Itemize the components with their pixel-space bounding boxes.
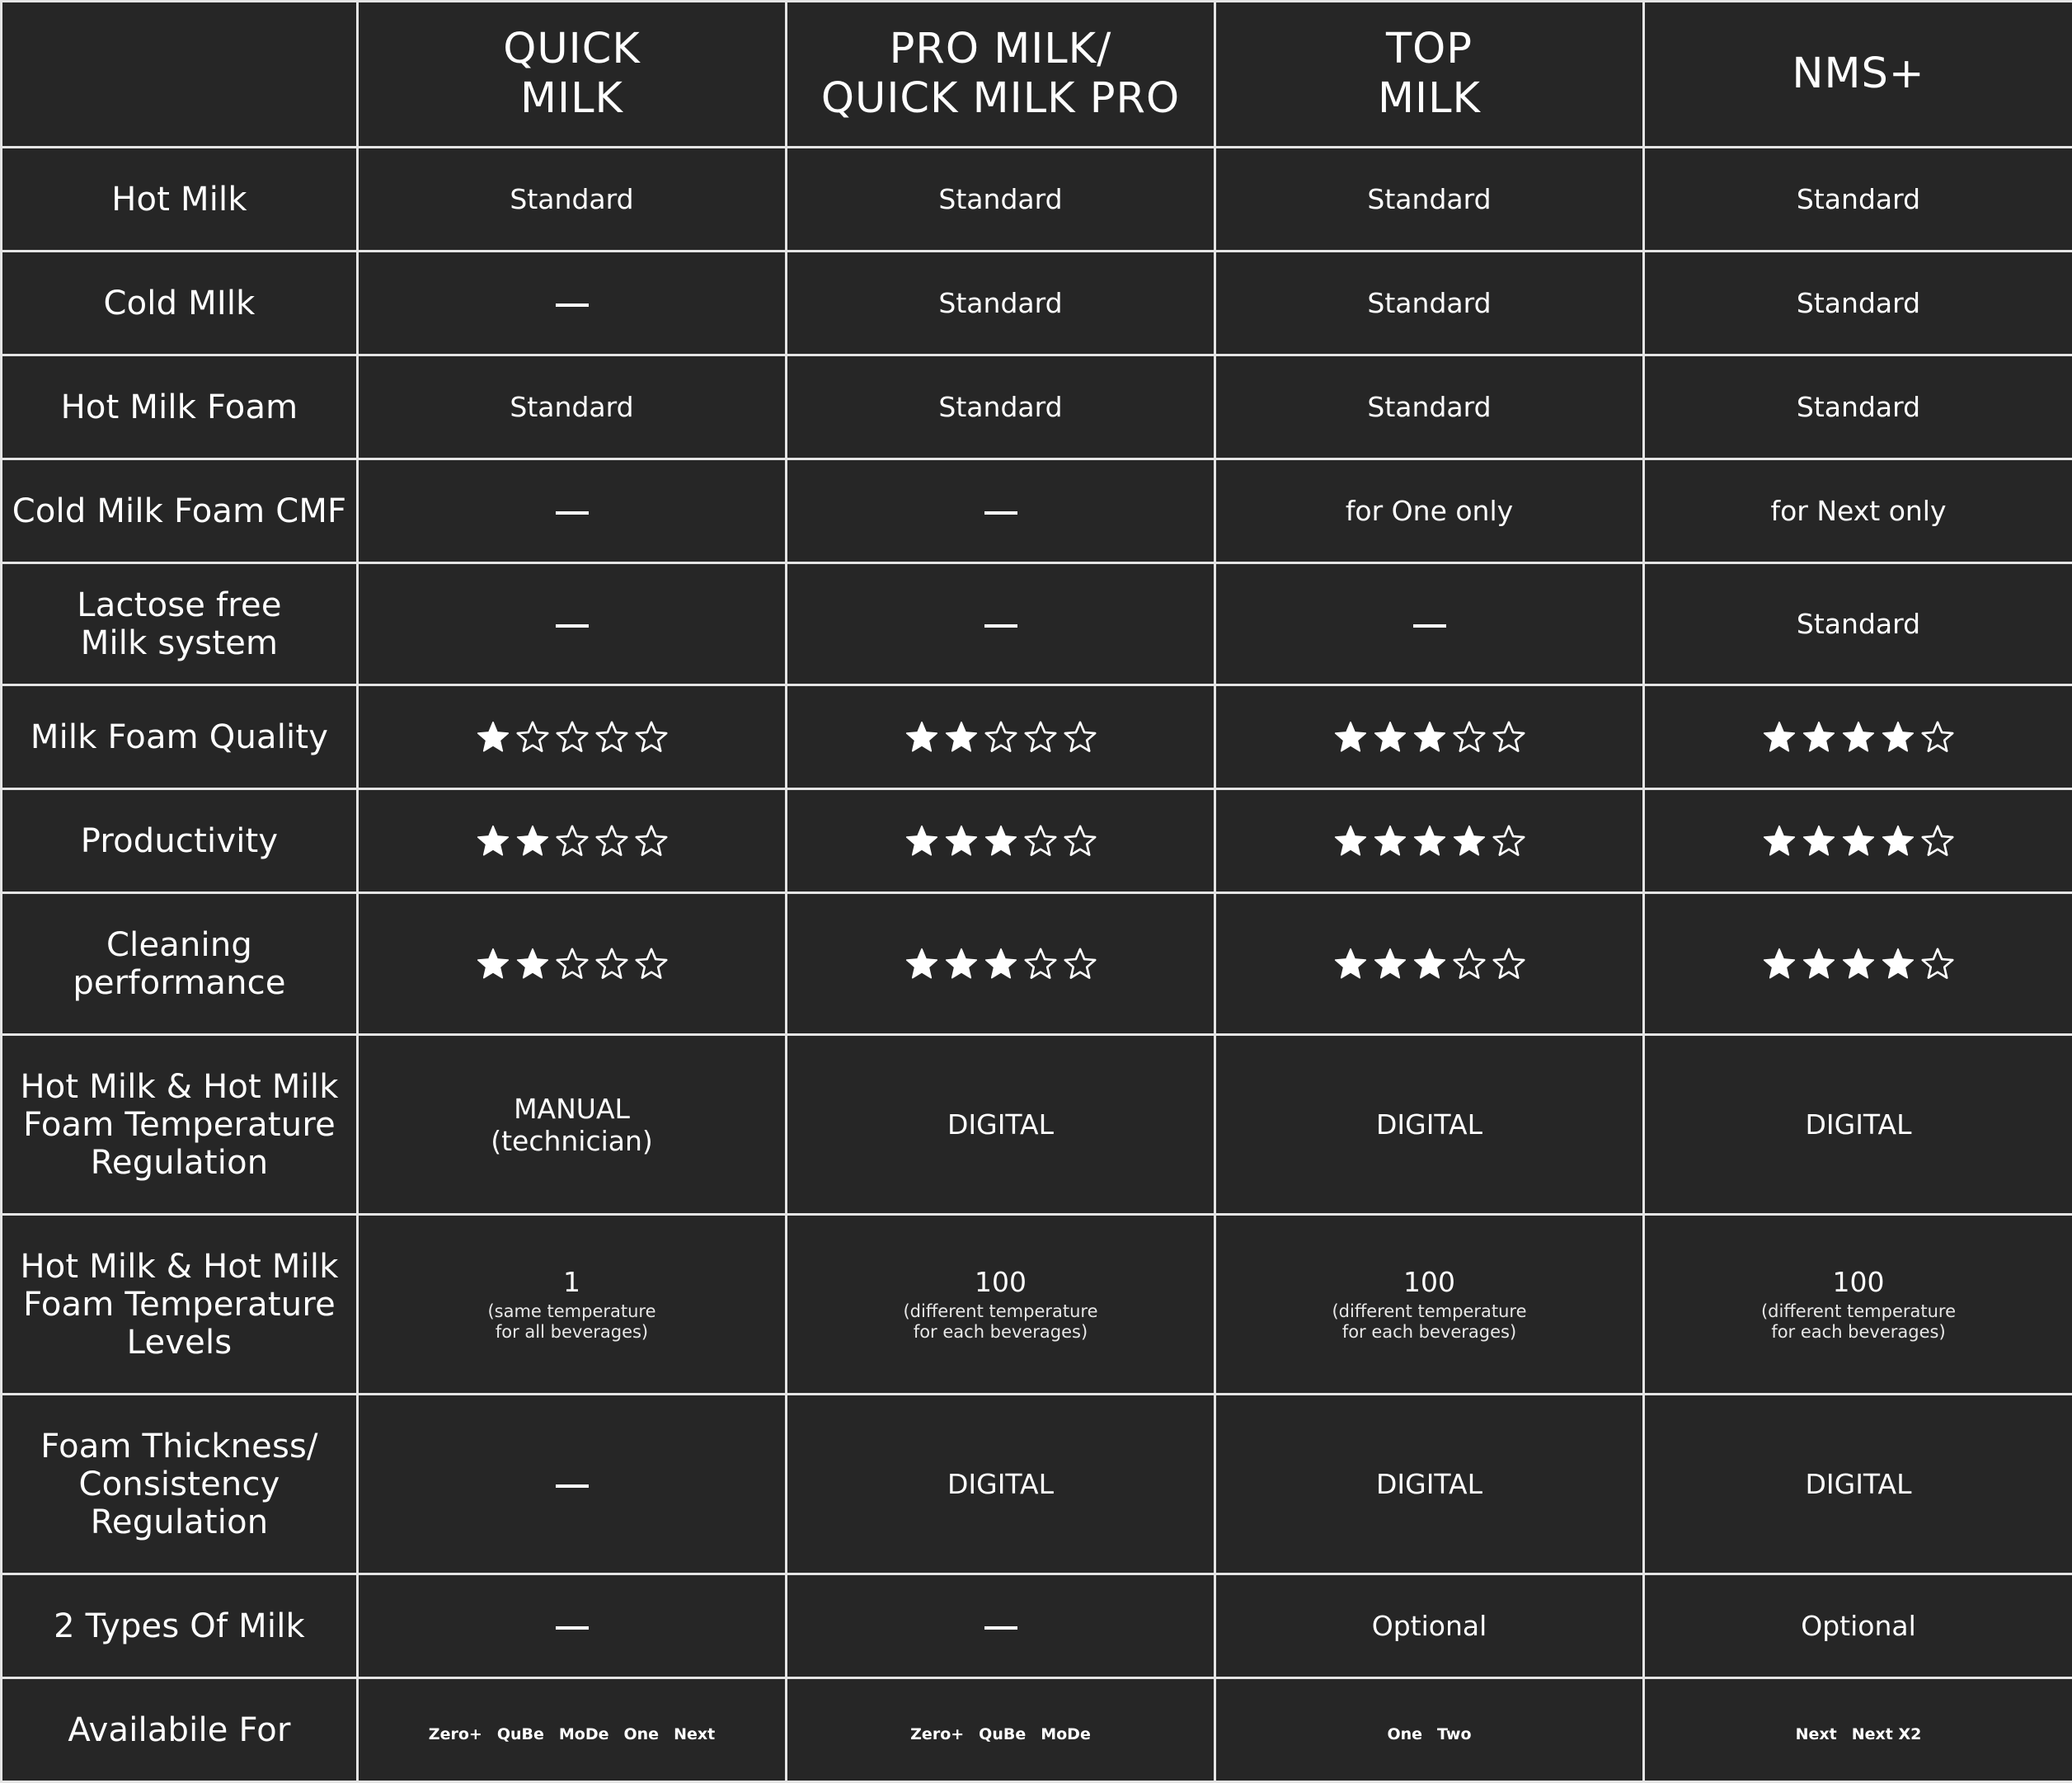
value-cell — [787, 148, 1215, 252]
row-label-line: Foam Temperature — [2, 1106, 356, 1144]
value-cell — [1215, 1678, 1644, 1782]
table-row — [2, 355, 2072, 459]
star-filled-icon — [1762, 824, 1797, 859]
row-label-line: Hot Milk & Hot Milk — [2, 1068, 356, 1106]
value-cell — [787, 1574, 1215, 1678]
star-filled-icon — [1802, 947, 1836, 981]
cell-text-line: DIGITAL — [1216, 1108, 1642, 1141]
value-cell — [358, 1215, 787, 1395]
table-row — [2, 1678, 2072, 1782]
star-filled-icon — [944, 824, 979, 859]
value-cell — [358, 563, 787, 685]
cell-text: Optional — [1801, 1610, 1916, 1642]
star-filled-icon — [904, 947, 939, 981]
star-outline-icon — [984, 720, 1018, 755]
value-cell — [358, 1395, 787, 1574]
star-outline-icon — [1063, 720, 1097, 755]
cell-text-line: (technician) — [359, 1125, 785, 1157]
star-filled-icon — [1452, 824, 1487, 859]
cell-text: Standard — [1797, 287, 1920, 319]
dash-icon — [556, 1626, 589, 1630]
table-row — [2, 789, 2072, 893]
cell-text: for Next only — [1770, 495, 1946, 527]
cell-text: Standard — [1797, 608, 1920, 640]
row-label-line: Availabile For — [2, 1711, 356, 1749]
star-filled-icon — [944, 720, 979, 755]
cell-text-line: DIGITAL — [1645, 1108, 2072, 1141]
model-name: MoDe — [1041, 1725, 1091, 1743]
value-cell — [1215, 355, 1644, 459]
dash-icon — [984, 1626, 1017, 1630]
value-cell — [1644, 1395, 2072, 1574]
column-header-2 — [787, 2, 1215, 148]
table-row — [2, 252, 2072, 355]
star-outline-icon — [1063, 947, 1097, 981]
model-name: Zero+ — [910, 1725, 964, 1743]
row-label-line: Regulation — [2, 1144, 356, 1182]
cell-text: Standard — [510, 183, 633, 215]
value-cell — [787, 1035, 1215, 1215]
star-filled-icon — [1762, 947, 1797, 981]
row-label-line: 2 Types Of Milk — [2, 1607, 356, 1645]
star-outline-icon — [1492, 947, 1526, 981]
column-header-4 — [1644, 2, 2072, 148]
value-cell — [1644, 1678, 2072, 1782]
cell-text: Standard — [1367, 287, 1491, 319]
row-label — [2, 1574, 358, 1678]
row-label-line: Productivity — [2, 822, 356, 860]
star-filled-icon — [476, 947, 510, 981]
row-label-line: Cold MIlk — [2, 285, 356, 322]
value-cell — [358, 685, 787, 789]
star-outline-icon — [555, 947, 590, 981]
model-name: Next X2 — [1852, 1725, 1922, 1743]
temperature-level-note: for all beverages) — [359, 1322, 785, 1343]
row-label — [2, 148, 358, 252]
value-cell — [1215, 789, 1644, 893]
star-filled-icon — [1762, 720, 1797, 755]
star-outline-icon — [634, 824, 669, 859]
star-filled-icon — [476, 720, 510, 755]
star-rating — [473, 946, 671, 981]
row-label — [2, 563, 358, 685]
model-name: One — [1387, 1725, 1422, 1743]
star-outline-icon — [555, 720, 590, 755]
cell-text-line: DIGITAL — [787, 1108, 1214, 1141]
star-outline-icon — [555, 824, 590, 859]
dash-icon — [556, 624, 589, 628]
value-cell — [1215, 1215, 1644, 1395]
table-row — [2, 893, 2072, 1035]
column-header-line: PRO MILK/ — [787, 25, 1214, 74]
value-cell — [787, 1395, 1215, 1574]
table-row — [2, 148, 2072, 252]
temperature-level-note: (different temperature — [1645, 1301, 2072, 1322]
row-label — [2, 893, 358, 1035]
row-label-line: Foam Thickness/ — [2, 1428, 356, 1465]
table-row — [2, 1395, 2072, 1574]
temperature-level-note: (different temperature — [787, 1301, 1214, 1322]
cell-text-line: MANUAL — [359, 1093, 785, 1125]
star-filled-icon — [476, 824, 510, 859]
value-cell — [787, 685, 1215, 789]
star-rating — [902, 719, 1100, 755]
value-cell — [358, 459, 787, 563]
star-filled-icon — [1373, 947, 1407, 981]
star-filled-icon — [1373, 720, 1407, 755]
model-name: QuBe — [497, 1725, 544, 1743]
column-header-line: TOP — [1216, 25, 1642, 74]
star-outline-icon — [1023, 947, 1058, 981]
column-header-line: MILK — [359, 74, 785, 124]
row-label-line: Levels — [2, 1324, 356, 1362]
dash-icon — [556, 303, 589, 307]
star-outline-icon — [1452, 720, 1487, 755]
value-cell — [1644, 355, 2072, 459]
temperature-level-value: 100 — [1645, 1266, 2072, 1298]
value-cell — [358, 1678, 787, 1782]
column-header-1 — [358, 2, 787, 148]
table-row — [2, 1035, 2072, 1215]
value-cell — [358, 148, 787, 252]
cell-text: DIGITAL — [1805, 1468, 1911, 1500]
star-filled-icon — [1412, 824, 1447, 859]
column-header-3 — [1215, 2, 1644, 148]
model-name: Zero+ — [429, 1725, 482, 1743]
value-cell — [1644, 563, 2072, 685]
star-rating — [1331, 823, 1529, 859]
star-filled-icon — [984, 947, 1018, 981]
value-cell — [1215, 459, 1644, 563]
row-label-line: Milk Foam Quality — [2, 718, 356, 756]
row-label-line: Cold Milk Foam CMF — [2, 492, 356, 530]
star-filled-icon — [944, 947, 979, 981]
value-cell — [1644, 1215, 2072, 1395]
value-cell — [787, 252, 1215, 355]
star-filled-icon — [904, 720, 939, 755]
value-cell — [1644, 148, 2072, 252]
star-rating — [1760, 823, 1957, 859]
row-label — [2, 789, 358, 893]
value-cell — [1215, 563, 1644, 685]
star-outline-icon — [634, 947, 669, 981]
table-row — [2, 563, 2072, 685]
value-cell — [1215, 1395, 1644, 1574]
column-header-line: QUICK — [359, 25, 785, 74]
value-cell — [358, 789, 787, 893]
star-rating — [902, 823, 1100, 859]
star-outline-icon — [1920, 824, 1955, 859]
star-filled-icon — [984, 824, 1018, 859]
temperature-level-value: 100 — [1216, 1266, 1642, 1298]
column-header-line: QUICK MILK PRO — [787, 74, 1214, 124]
value-cell — [787, 563, 1215, 685]
row-label-line: Hot Milk & Hot Milk — [2, 1248, 356, 1286]
value-cell — [787, 1678, 1215, 1782]
row-label-line: Foam Temperature — [2, 1286, 356, 1324]
star-filled-icon — [1412, 947, 1447, 981]
row-label — [2, 1395, 358, 1574]
row-label-line: Cleaning — [2, 926, 356, 964]
column-header-line: MILK — [1216, 74, 1642, 124]
cell-text: for One only — [1346, 495, 1513, 527]
value-cell — [1644, 1574, 2072, 1678]
value-cell — [1215, 1035, 1644, 1215]
star-outline-icon — [1920, 720, 1955, 755]
star-filled-icon — [1333, 824, 1368, 859]
row-label-line: Hot Milk — [2, 181, 356, 219]
temperature-level-note: (same temperature — [359, 1301, 785, 1322]
row-label — [2, 355, 358, 459]
table-row — [2, 685, 2072, 789]
row-label-line: Hot Milk Foam — [2, 388, 356, 426]
star-filled-icon — [1333, 947, 1368, 981]
cell-text: DIGITAL — [1376, 1468, 1482, 1500]
star-rating — [473, 719, 671, 755]
temperature-level-note: for each beverages) — [787, 1322, 1214, 1343]
value-cell — [787, 789, 1215, 893]
table-row — [2, 1574, 2072, 1678]
row-label-line: Consistency — [2, 1465, 356, 1503]
value-cell — [787, 1215, 1215, 1395]
cell-text: Standard — [1797, 183, 1920, 215]
star-filled-icon — [1881, 824, 1915, 859]
row-label — [2, 1215, 358, 1395]
row-label-line: Milk system — [2, 624, 356, 662]
value-cell — [358, 1035, 787, 1215]
star-filled-icon — [1802, 720, 1836, 755]
row-label — [2, 459, 358, 563]
temperature-level-value: 100 — [787, 1266, 1214, 1298]
star-outline-icon — [594, 720, 629, 755]
value-cell — [358, 1574, 787, 1678]
star-outline-icon — [634, 720, 669, 755]
star-filled-icon — [515, 824, 550, 859]
cell-text: Standard — [938, 287, 1062, 319]
star-outline-icon — [1023, 824, 1058, 859]
cell-text: Optional — [1372, 1610, 1487, 1642]
value-cell — [1644, 685, 2072, 789]
star-outline-icon — [1492, 720, 1526, 755]
model-name: Next — [674, 1725, 715, 1743]
star-filled-icon — [1881, 720, 1915, 755]
value-cell — [1644, 789, 2072, 893]
dash-icon — [556, 511, 589, 515]
table-row — [2, 1215, 2072, 1395]
star-outline-icon — [1452, 947, 1487, 981]
cell-text: Standard — [1797, 391, 1920, 423]
star-filled-icon — [1841, 824, 1876, 859]
star-filled-icon — [1841, 947, 1876, 981]
table-row — [2, 459, 2072, 563]
model-name: Next — [1796, 1725, 1837, 1743]
row-label — [2, 1678, 358, 1782]
value-cell — [358, 252, 787, 355]
star-filled-icon — [1841, 720, 1876, 755]
star-rating — [1331, 719, 1529, 755]
row-label-line: Regulation — [2, 1503, 356, 1541]
star-outline-icon — [1023, 720, 1058, 755]
value-cell — [1644, 459, 2072, 563]
star-filled-icon — [1373, 824, 1407, 859]
value-cell — [787, 355, 1215, 459]
value-cell — [1215, 685, 1644, 789]
temperature-level-note: for each beverages) — [1216, 1322, 1642, 1343]
star-outline-icon — [594, 824, 629, 859]
temperature-level-note: for each beverages) — [1645, 1322, 2072, 1343]
star-filled-icon — [1802, 824, 1836, 859]
column-header-line: NMS+ — [1645, 49, 2072, 99]
star-filled-icon — [904, 824, 939, 859]
cell-text: Standard — [510, 391, 633, 423]
star-outline-icon — [1920, 947, 1955, 981]
temperature-level-value: 1 — [359, 1266, 785, 1298]
row-label — [2, 1035, 358, 1215]
cell-text: DIGITAL — [947, 1468, 1054, 1500]
star-outline-icon — [1492, 824, 1526, 859]
value-cell — [1215, 148, 1644, 252]
star-outline-icon — [594, 947, 629, 981]
value-cell — [787, 459, 1215, 563]
dash-icon — [984, 624, 1017, 628]
model-name: QuBe — [979, 1725, 1026, 1743]
star-filled-icon — [515, 947, 550, 981]
star-rating — [473, 823, 671, 859]
value-cell — [1644, 1035, 2072, 1215]
row-label-line: Lactose free — [2, 586, 356, 624]
star-filled-icon — [1881, 947, 1915, 981]
star-filled-icon — [1412, 720, 1447, 755]
value-cell — [787, 893, 1215, 1035]
value-cell — [1215, 893, 1644, 1035]
value-cell — [358, 893, 787, 1035]
row-label — [2, 252, 358, 355]
star-filled-icon — [1333, 720, 1368, 755]
dash-icon — [556, 1484, 589, 1488]
model-name: MoDe — [559, 1725, 609, 1743]
star-rating — [902, 946, 1100, 981]
value-cell — [1215, 252, 1644, 355]
cell-text: Standard — [1367, 391, 1491, 423]
cell-text: Standard — [1367, 183, 1491, 215]
model-name: Two — [1437, 1725, 1471, 1743]
star-outline-icon — [515, 720, 550, 755]
value-cell — [358, 355, 787, 459]
cell-text: Standard — [938, 183, 1062, 215]
star-rating — [1760, 719, 1957, 755]
star-rating — [1760, 946, 1957, 981]
value-cell — [1215, 1574, 1644, 1678]
value-cell — [1644, 893, 2072, 1035]
corner-cell — [2, 2, 358, 148]
header-row — [2, 2, 2072, 148]
cell-text: Standard — [938, 391, 1062, 423]
row-label — [2, 685, 358, 789]
model-name: One — [623, 1725, 659, 1743]
star-outline-icon — [1063, 824, 1097, 859]
dash-icon — [1413, 624, 1446, 628]
dash-icon — [984, 511, 1017, 515]
temperature-level-note: (different temperature — [1216, 1301, 1642, 1322]
row-label-line: performance — [2, 964, 356, 1002]
star-rating — [1331, 946, 1529, 981]
value-cell — [1644, 252, 2072, 355]
